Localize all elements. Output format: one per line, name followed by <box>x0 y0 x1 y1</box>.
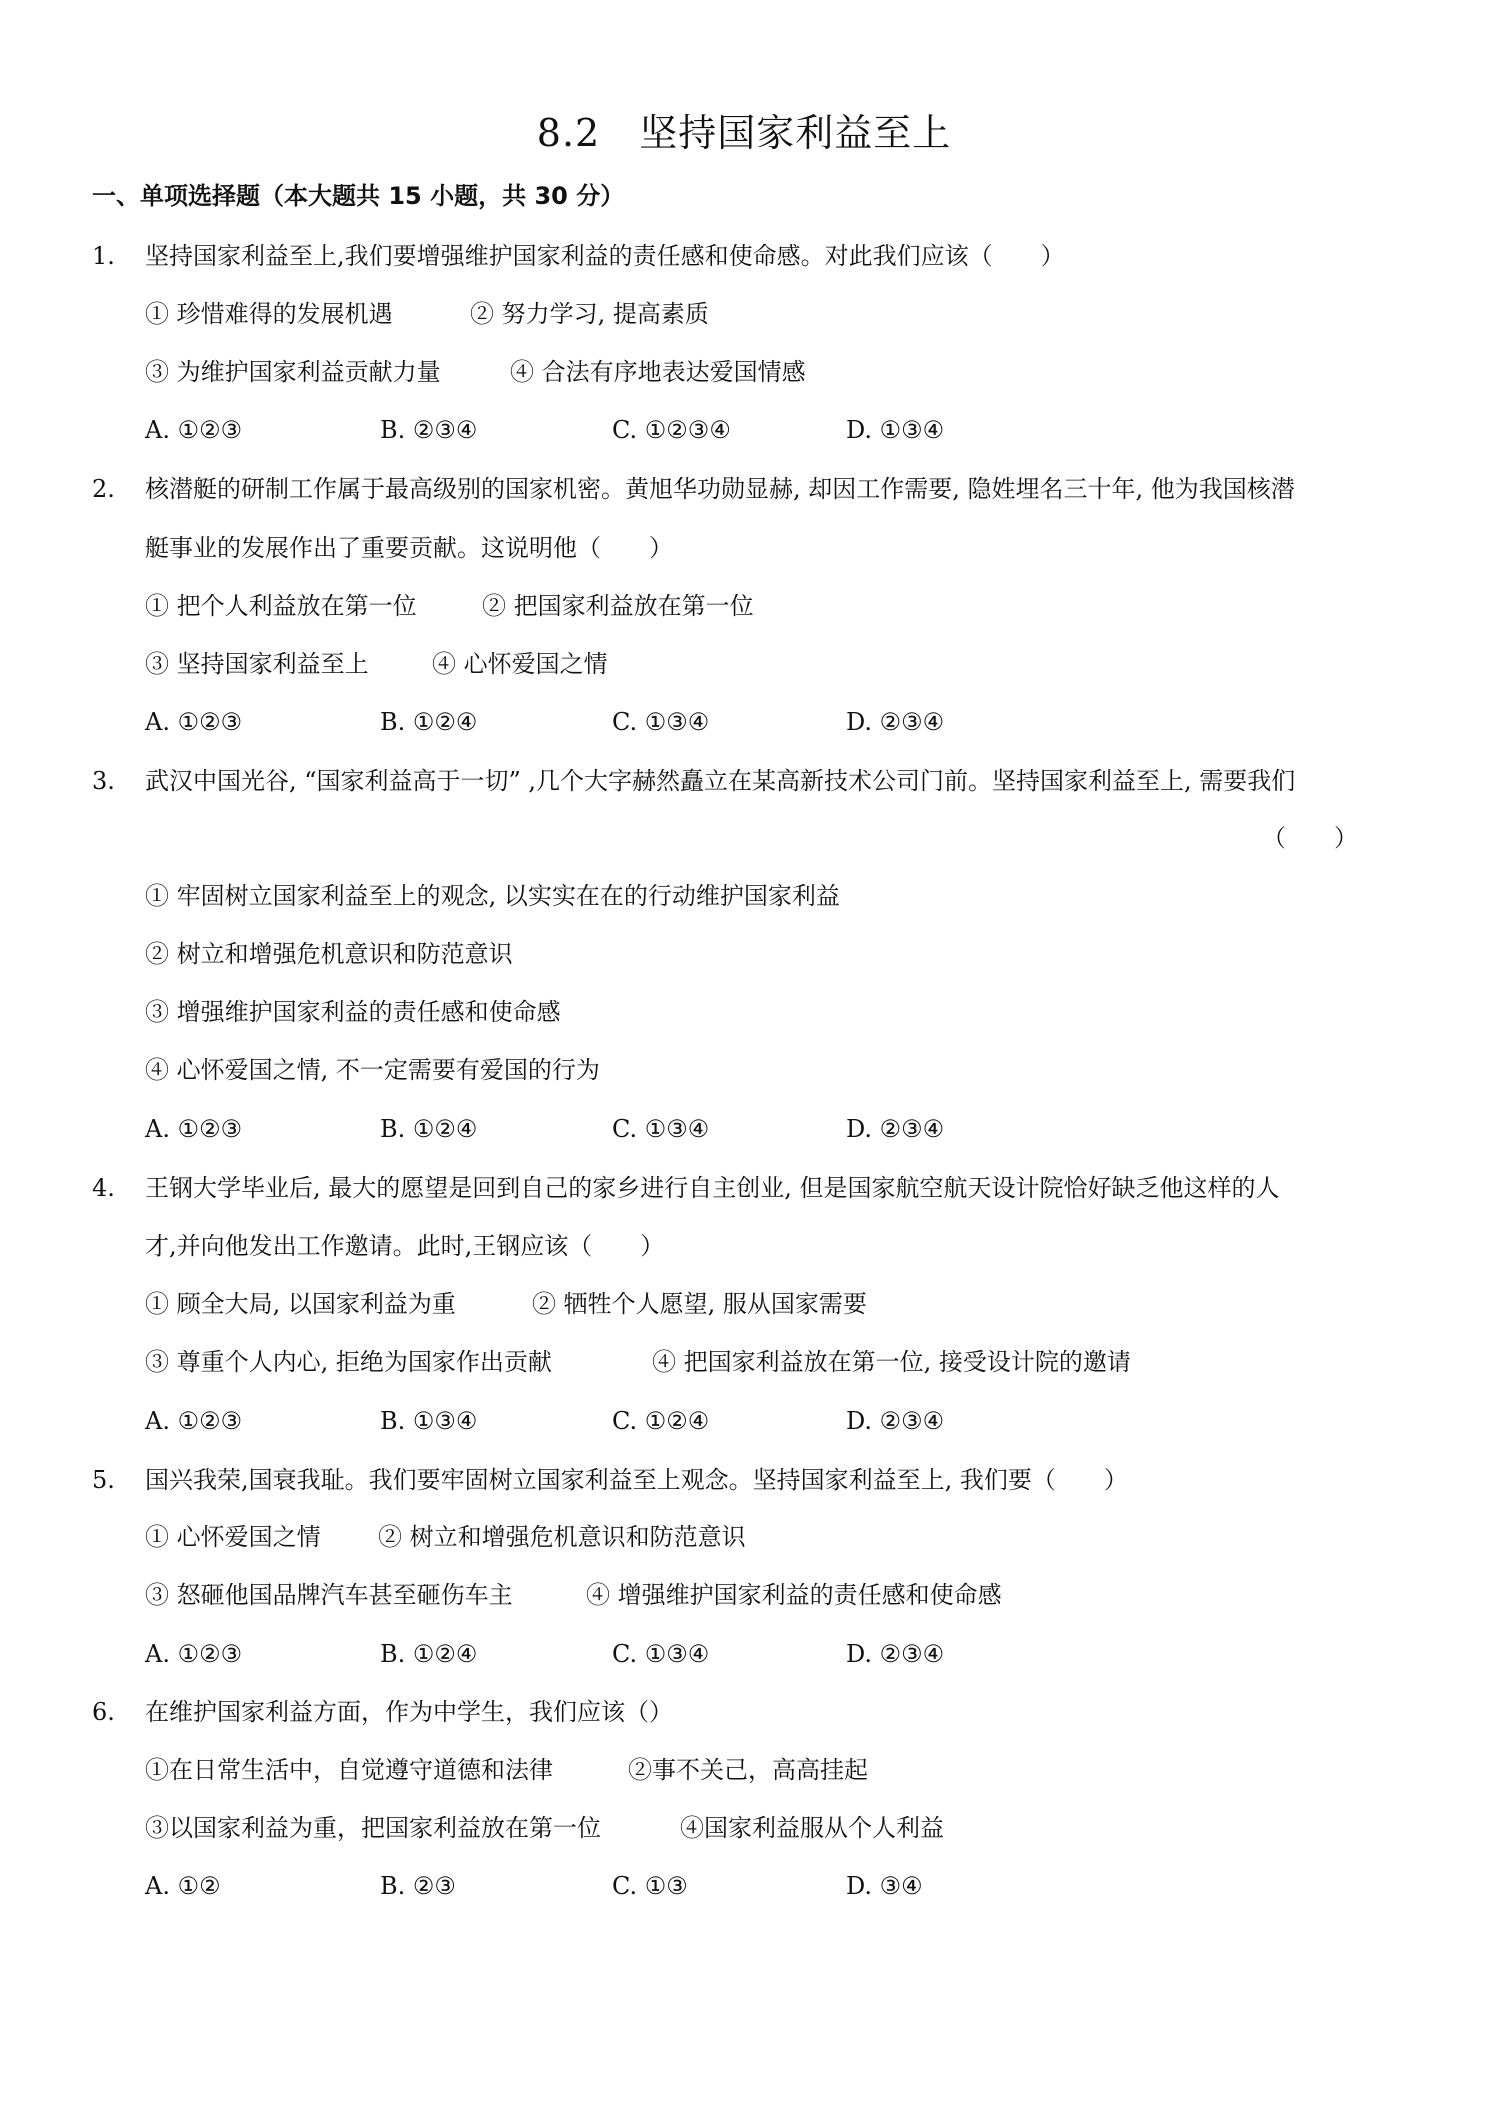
option-1: ① 顾全大局, 以国家利益为重 <box>145 1290 456 1318</box>
option-2: ②事不关己，高高挂起 <box>628 1756 868 1784</box>
choice-b[interactable]: B. ②③④ <box>380 416 478 444</box>
choice-a[interactable]: A. ①②③ <box>145 1115 243 1143</box>
choice-c[interactable]: C. ①③ <box>612 1872 688 1900</box>
answer-bracket: （ ） <box>1262 824 1358 852</box>
option-2: ② 把国家利益放在第一位 <box>482 592 754 620</box>
option-2: ② 努力学习, 提高素质 <box>470 300 709 328</box>
question-number: 5. <box>92 1466 115 1494</box>
choice-c[interactable]: C. ①②④ <box>612 1407 710 1435</box>
choice-a[interactable]: A. ①②③ <box>145 1640 243 1668</box>
option-3: ③ 尊重个人内心, 拒绝为国家作出贡献 <box>145 1348 552 1376</box>
choice-c[interactable]: C. ①②③④ <box>612 416 731 444</box>
option-4: ④ 把国家利益放在第一位, 接受设计院的邀请 <box>652 1348 1131 1376</box>
option-1: ① 牢固树立国家利益至上的观念, 以实实在在的行动维护国家利益 <box>145 882 840 910</box>
question-number: 3. <box>92 767 115 795</box>
question-stem: 坚持国家利益至上,我们要增强维护国家利益的责任感和使命感。对此我们应该（ ） <box>145 242 1065 270</box>
choice-d[interactable]: D. ②③④ <box>846 708 945 736</box>
option-4: ④ 心怀爱国之情, 不一定需要有爱国的行为 <box>145 1056 600 1084</box>
question-stem: 武汉中国光谷, “国家利益高于一切” ,几个大字赫然矗立在某高新技术公司门前。坚持国家利益至上, 需要我们 <box>145 767 1296 795</box>
option-1: ① 心怀爱国之情 <box>145 1523 321 1551</box>
choice-b[interactable]: B. ①②④ <box>380 708 478 736</box>
option-2: ② 树立和增强危机意识和防范意识 <box>145 940 513 968</box>
option-4: ④ 增强维护国家利益的责任感和使命感 <box>586 1581 1002 1609</box>
choice-c[interactable]: C. ①③④ <box>612 708 710 736</box>
choice-c[interactable]: C. ①③④ <box>612 1115 710 1143</box>
choice-d[interactable]: D. ②③④ <box>846 1115 945 1143</box>
question-number: 6. <box>92 1698 115 1726</box>
choice-b[interactable]: B. ①③④ <box>380 1407 478 1435</box>
question-number: 2. <box>92 475 115 503</box>
option-1: ① 珍惜难得的发展机遇 <box>145 300 393 328</box>
choice-b[interactable]: B. ①②④ <box>380 1640 478 1668</box>
choice-b[interactable]: B. ①②④ <box>380 1115 478 1143</box>
option-3: ③ 为维护国家利益贡献力量 <box>145 358 441 386</box>
option-3: ③ 怒砸他国品牌汽车甚至砸伤车主 <box>145 1581 513 1609</box>
choice-a[interactable]: A. ①②③ <box>145 708 243 736</box>
question-stem: 在维护国家利益方面，作为中学生，我们应该（） <box>145 1698 673 1726</box>
option-3: ③ 坚持国家利益至上 <box>145 650 369 678</box>
choice-a[interactable]: A. ①②③ <box>145 1407 243 1435</box>
page-title: 8.2 坚持国家利益至上 <box>536 111 952 155</box>
option-4: ④ 合法有序地表达爱国情感 <box>510 358 806 386</box>
choice-c[interactable]: C. ①③④ <box>612 1640 710 1668</box>
choice-b[interactable]: B. ②③ <box>380 1872 456 1900</box>
question-stem: 王钢大学毕业后, 最大的愿望是回到自己的家乡进行自主创业, 但是国家航空航天设计院恰好缺乏他这样的人 <box>145 1174 1280 1202</box>
option-2: ② 牺牲个人愿望, 服从国家需要 <box>532 1290 867 1318</box>
section-heading: 一、单项选择题（本大题共 15 小题，共 30 分） <box>92 182 625 210</box>
option-1: ① 把个人利益放在第一位 <box>145 592 417 620</box>
question-stem: 核潜艇的研制工作属于最高级别的国家机密。黄旭华功勋显赫, 却因工作需要, 隐姓埋名三十年, 他为我国核潜 <box>145 475 1295 503</box>
choice-d[interactable]: D. ②③④ <box>846 1407 945 1435</box>
choice-d[interactable]: D. ②③④ <box>846 1640 945 1668</box>
option-3: ③ 增强维护国家利益的责任感和使命感 <box>145 998 561 1026</box>
option-3: ③以国家利益为重，把国家利益放在第一位 <box>145 1814 601 1842</box>
choice-d[interactable]: D. ③④ <box>846 1872 923 1900</box>
option-4: ④ 心怀爱国之情 <box>432 650 608 678</box>
option-2: ② 树立和增强危机意识和防范意识 <box>378 1523 746 1551</box>
choice-a[interactable]: A. ①②③ <box>145 416 243 444</box>
option-1: ①在日常生活中，自觉遵守道德和法律 <box>145 1756 553 1784</box>
question-number: 1. <box>92 242 115 270</box>
choice-a[interactable]: A. ①② <box>145 1872 221 1900</box>
option-4: ④国家利益服从个人利益 <box>680 1814 944 1842</box>
choice-d[interactable]: D. ①③④ <box>846 416 945 444</box>
question-stem-cont: 才,并向他发出工作邀请。此时,王钢应该（ ） <box>145 1232 665 1260</box>
question-stem-cont: 艇事业的发展作出了重要贡献。这说明他（ ） <box>145 534 673 562</box>
question-number: 4. <box>92 1174 115 1202</box>
question-stem: 国兴我荣,国衰我耻。我们要牢固树立国家利益至上观念。坚持国家利益至上, 我们要（ ） <box>145 1466 1128 1494</box>
